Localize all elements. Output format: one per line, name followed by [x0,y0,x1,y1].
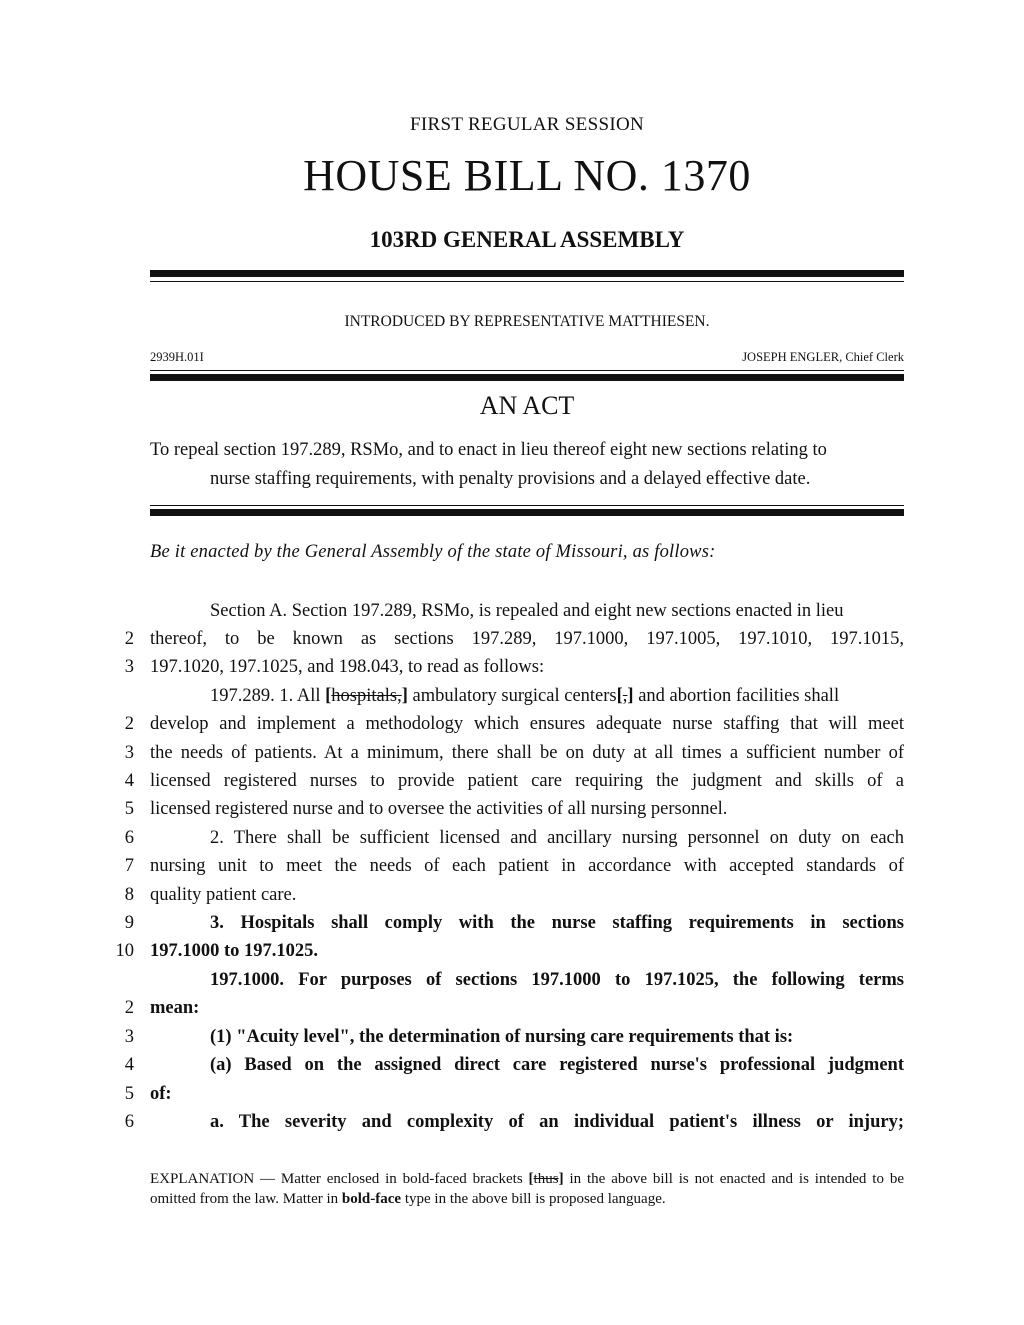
explanation-text: EXPLANATION — Matter enclosed in bold-faced brackets [150,1171,529,1187]
act-heading: AN ACT [479,391,575,420]
body-line: nursing unit to meet the needs of each patient in accordance with accepted standards of [150,856,904,876]
body-line: thereof, to be known as sections 197.289, 197.1000, 197.1005, 197.1010, 197.1015, [150,629,904,649]
bracket-open: [ [528,1171,534,1187]
line-number: 9 [124,913,134,933]
line-number: 3 [124,1027,134,1047]
rule-thin-2 [150,370,904,371]
line-number: 4 [124,771,134,791]
body-line: develop and implement a methodology which ensures adequate nurse staffing that will meet [150,714,904,734]
body-line-new-text: of: [150,1084,172,1104]
chief-clerk: JOSEPH ENGLER, Chief Clerk [742,350,904,364]
line-number: 3 [124,743,134,763]
session-label: FIRST REGULAR SESSION [410,114,644,135]
document-number: 2939H.01I [150,350,204,364]
body-text: 197.289. 1. All [210,686,326,706]
line-number: 8 [124,885,134,905]
introduced-by: INTRODUCED BY REPRESENTATIVE MATTHIESEN. [344,313,710,330]
act-title [150,436,904,494]
body-text: and abortion facilities shall [633,686,840,706]
bold-face-example: bold-face [341,1191,402,1207]
struck-example: thus [533,1171,559,1187]
body-line-new-text: (a) Based on the assigned direct care registered nurse's professional judgment [210,1055,904,1075]
body-line-new-text: 3. Hospitals shall comply with the nurse staffing requirements in sections [210,913,904,933]
body-line: quality patient care. [150,885,297,905]
body-text: ambulatory surgical centers [407,686,617,706]
line-number: 2 [124,998,134,1018]
body-line: licensed registered nurses to provide patient care requiring the judgment and skills of a [150,771,904,791]
body-line: the needs of patients. At a minimum, there shall be on duty at all times a sufficient number of [150,743,904,763]
line-number: 3 [124,657,134,677]
line-number: 10 [115,941,134,961]
explanation-text: in the above bill is not enacted and is intended to be omitted from the law. Matter in [150,1171,905,1207]
line-number: 2 [124,714,134,734]
rule-thick-3 [150,509,904,516]
assembly-label: 103RD GENERAL ASSEMBLY [369,227,685,252]
bracket-open: [ [616,686,623,706]
act-title-line1: To repeal section 197.289, RSMo, and to enact in lieu thereof eight new sections relating to [150,440,827,460]
struck-text: , [622,686,628,706]
explanation-note [150,1169,904,1209]
body-line-new-text: 197.1000 to 197.1025. [150,941,319,961]
bracket-open: [ [325,686,332,706]
line-number: 2 [124,629,134,649]
rule-thick-2 [150,374,904,381]
bracket-close: ] [627,686,634,706]
bracket-close: ] [558,1171,564,1187]
body-line: licensed registered nurse and to oversee the activities of all nursing personnel. [150,799,728,819]
struck-text: hospitals, [331,686,402,706]
body-line-new-text: a. The severity and complexity of an individual patient's illness or injury; [210,1112,904,1132]
enacting-clause: Be it enacted by the General Assembly of the state of Missouri, as follows: [150,542,716,562]
body-line: 2. There shall be sufficient licensed and ancillary nursing personnel on duty on each [210,828,904,848]
body-line: Section A. Section 197.289, RSMo, is repealed and eight new sections enacted in lieu [210,601,844,621]
body-line-new-text: mean: [150,998,200,1018]
line-number: 6 [124,828,134,848]
explanation-text: type in the above bill is proposed language. [401,1191,666,1207]
act-title-line2: nurse staffing requirements, with penalty provisions and a delayed effective date. [210,469,811,489]
body-line-new-text: (1) "Acuity level", the determination of nursing care requirements that is: [210,1027,794,1047]
header-rule-thick [150,270,904,277]
bracket-close: ] [401,686,408,706]
line-number: 5 [124,1084,134,1104]
body-line-new-text: 197.1000. For purposes of sections 197.1000 to 197.1025, the following terms [210,970,904,990]
header-rule-thin [150,281,904,282]
line-number: 4 [124,1055,134,1075]
bill-title: HOUSE BILL NO. 1370 [303,151,751,200]
line-number: 5 [124,799,134,819]
line-number: 6 [124,1112,134,1132]
rule-thin-3 [150,505,904,506]
line-number: 7 [124,856,134,876]
body-line-repealed-text [150,682,904,710]
body-line: 197.1020, 197.1025, and 198.043, to read as follows: [150,657,545,677]
